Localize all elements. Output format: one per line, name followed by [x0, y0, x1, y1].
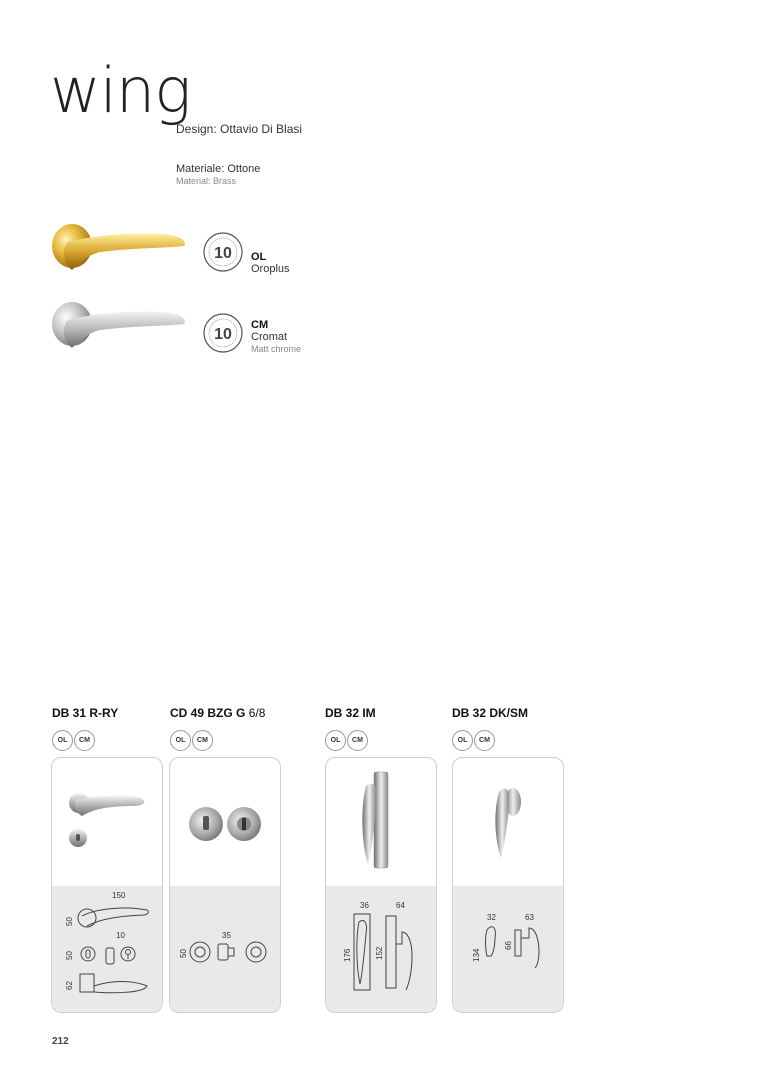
finish-chips [325, 730, 437, 750]
product-photo [52, 758, 162, 886]
finish-chips [170, 730, 282, 750]
warranty-10-years-icon [203, 232, 243, 272]
technical-drawing [453, 886, 563, 1012]
svg-text:10: 10 [116, 931, 125, 940]
finish-chip-ol[interactable]: OL [452, 730, 473, 751]
product-cd49 [170, 706, 282, 750]
product-photo [170, 758, 280, 886]
svg-text:10: 10 [214, 326, 232, 343]
product-photo [326, 758, 436, 886]
svg-text:63: 63 [525, 913, 534, 922]
warranty-10-years-icon [203, 313, 243, 353]
finish-chips [452, 730, 564, 750]
svg-text:62: 62 [65, 981, 74, 990]
finish-name-cromat: Cromat [251, 331, 288, 343]
product-code: DB 32 IM [325, 706, 376, 720]
finish-code-cm: CM [251, 319, 269, 331]
svg-text:50: 50 [179, 949, 188, 958]
product-db32im [325, 706, 437, 750]
product-card-cd49[interactable] [169, 757, 281, 1013]
finish-name-oroplus: Oroplus [251, 263, 290, 275]
svg-text:152: 152 [375, 946, 384, 960]
designer-credit: Design: Ottavio Di Blasi [176, 122, 303, 136]
material-english: Material: Brass [176, 176, 237, 186]
svg-text:64: 64 [396, 901, 405, 910]
page-number: 212 [52, 1036, 69, 1047]
technical-drawing [52, 886, 162, 1012]
svg-text:10: 10 [214, 245, 232, 262]
product-db32dk [452, 706, 564, 750]
svg-text:36: 36 [360, 901, 369, 910]
finish-chip-cm[interactable]: CM [347, 730, 368, 751]
finish-chip-cm[interactable]: CM [192, 730, 213, 751]
material-italian: Materiale: Ottone [176, 163, 261, 175]
svg-text:50: 50 [65, 951, 74, 960]
handle-photo-cromat [50, 296, 190, 354]
svg-text:176: 176 [343, 948, 352, 962]
product-code: DB 32 DK/SM [452, 706, 529, 720]
svg-text:134: 134 [472, 948, 481, 962]
finish-chip-ol[interactable]: OL [170, 730, 191, 751]
product-card-db32im[interactable] [325, 757, 437, 1013]
product-photo [453, 758, 563, 886]
finish-chip-ol[interactable]: OL [52, 730, 73, 751]
finish-subname-matt-chrome: Matt chrome [251, 344, 302, 354]
product-code: CD 49 BZG G 6/8 [170, 706, 266, 720]
svg-text:150: 150 [112, 891, 126, 900]
product-card-db31[interactable] [51, 757, 163, 1013]
page-title: wing [50, 54, 191, 127]
handle-photo-oroplus [50, 218, 190, 276]
svg-text:32: 32 [487, 913, 496, 922]
technical-drawing [170, 886, 280, 1012]
finish-chip-cm[interactable]: CM [474, 730, 495, 751]
svg-text:50: 50 [65, 917, 74, 926]
svg-text:66: 66 [504, 941, 513, 950]
product-card-db32dk[interactable] [452, 757, 564, 1013]
svg-text:35: 35 [222, 931, 231, 940]
product-code: DB 31 R-RY [52, 706, 119, 720]
finish-chip-cm[interactable]: CM [74, 730, 95, 751]
finish-code-ol: OL [251, 251, 267, 263]
technical-drawing [326, 886, 436, 1012]
finish-chip-ol[interactable]: OL [325, 730, 346, 751]
product-db31 [52, 706, 164, 750]
finish-chips [52, 730, 164, 750]
